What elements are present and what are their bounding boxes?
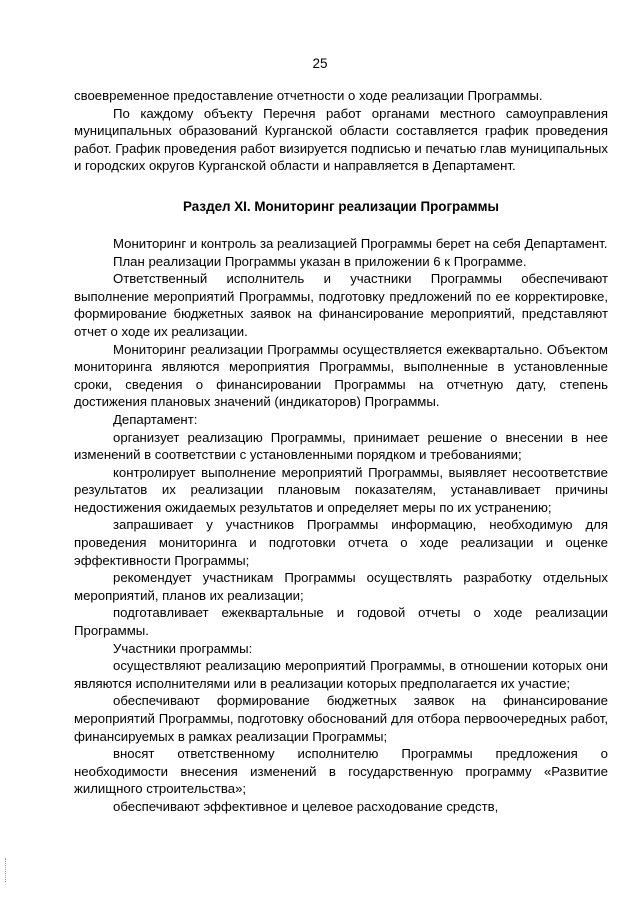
document-body — [74, 87, 608, 816]
section-title: Раздел XI. Мониторинг реализации Программы — [183, 198, 499, 214]
page-number: 25 — [312, 56, 328, 71]
paragraph-participants-heading: Участники программы: — [113, 640, 253, 656]
paragraph-department-reports: подготавливает ежеквартальные и годовой отчеты о ходе реализации Программы. — [74, 605, 608, 639]
paragraph-participants-proposals: вносят ответственному исполнителю Программы предложения о необходимости внесения изменений в государственную программу «Развитие жилищного строительства»; — [74, 746, 608, 797]
paragraph-participants-implement: осуществляют реализацию мероприятий Программы, в отношении которых они являются исполнителями или в реализации которых предполагается их участие; — [74, 658, 608, 691]
paragraph-continuation: своевременное предоставление отчетности о ходе реализации Программы. — [74, 88, 543, 103]
paragraph-department-requests: запрашивает у участников Программы информацию, необходимую для проведения мониторинга и подготовки отчета о ходе реализации и оценке эффективности Программы; — [74, 517, 608, 568]
paragraph-department-heading: Департамент: — [113, 411, 198, 427]
paragraph-participants-spending: обеспечивают эффективное и целевое расходование средств, — [113, 798, 499, 814]
margin-mark — [5, 858, 8, 882]
paragraph-monitoring-control: Мониторинг и контроль за реализацией Программы берет на себя Департамент. — [113, 235, 608, 251]
paragraph-work-schedule: По каждому объекту Перечня работ органами местного самоуправления муниципальных образований Курганской области составляется график проведения работ. График проведения работ визируется подписью и печатью глав муниципальных и городских округов Курганской области и направляется в Департамент. — [74, 105, 608, 174]
paragraph-executor-duties: Ответственный исполнитель и участники Программы обеспечивают выполнение мероприятий Программы, подготовку предложений по ее корректировке, формирование бюджетных заявок на финансирование мероприятий, представляют отчет о ходе их реализации. — [74, 271, 608, 339]
paragraph-department-controls: контролирует выполнение мероприятий Программы, выявляет несоответствие результатов их реализации плановым показателям, устанавливает причины недостижения ожидаемых результатов и определяет меры по их устранению; — [74, 464, 608, 515]
paragraph-implementation-plan: План реализации Программы указан в приложении 6 к Программе. — [113, 253, 527, 269]
paragraph-participants-budget: обеспечивают формирование бюджетных заявок на финансирование мероприятий Программы, подготовку обоснований для отбора первоочередных работ, финансируемых в рамках реализации Программы; — [74, 693, 608, 744]
paragraph-department-recommends: рекомендует участникам Программы осуществлять разработку отдельных мероприятий, планов их реализации; — [74, 570, 608, 603]
paragraph-department-organizes: организует реализацию Программы, принимает решение о внесении в нее изменений в соответствии с установленными порядком и требованиями; — [74, 429, 608, 463]
paragraph-quarterly-monitoring: Мониторинг реализации Программы осуществляется ежеквартально. Объектом мониторинга являются мероприятия Программы, выполненные в установленные сроки, сведения о финансировании Программы на отчетную дату, степень достижения плановых значений (индикаторов) Программы. — [74, 341, 608, 410]
